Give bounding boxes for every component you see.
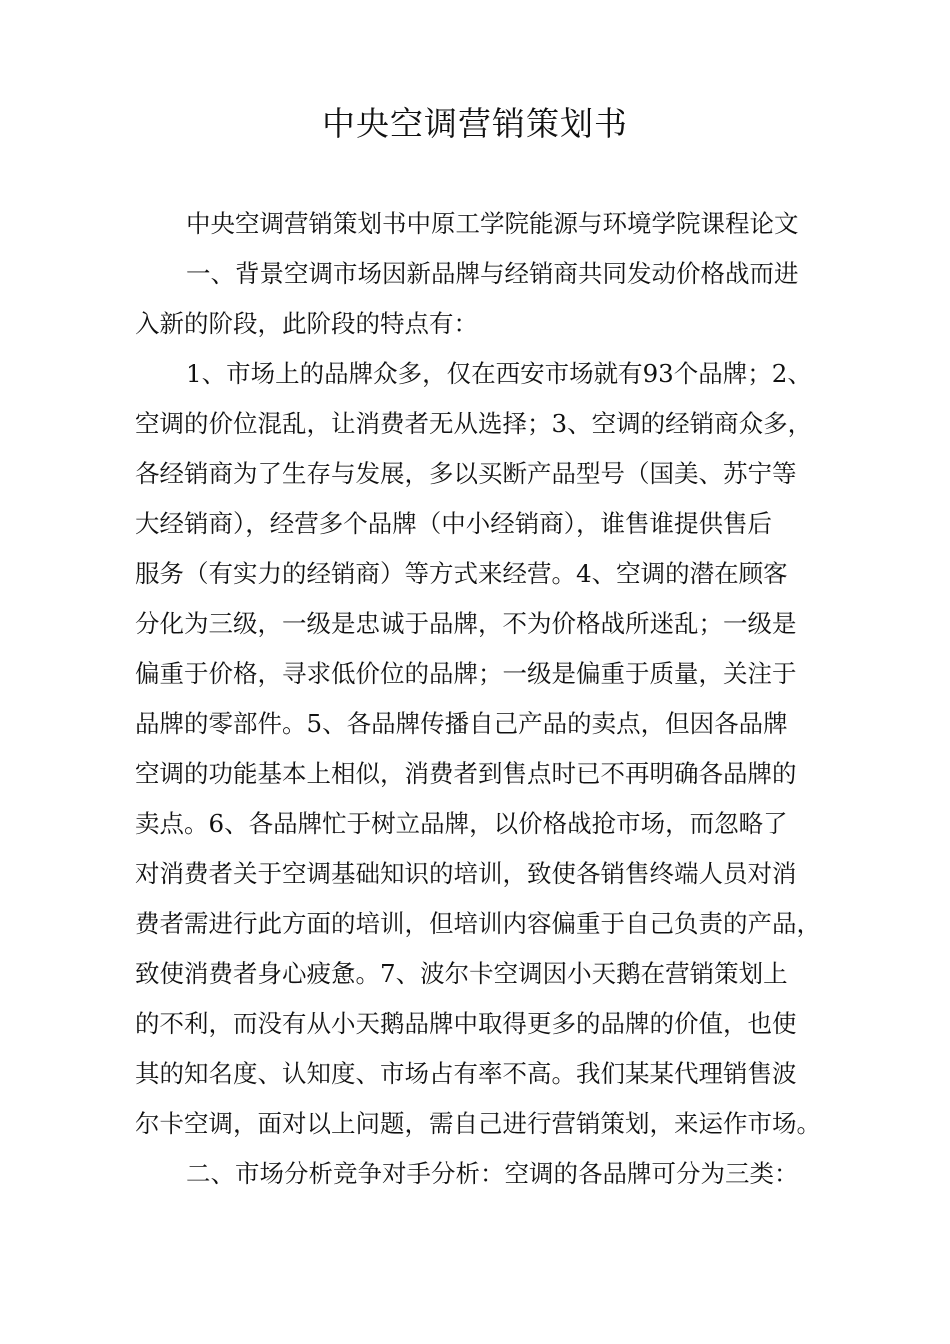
paragraph-line: 尔卡空调，面对以上问题，需自己进行营销策划，来运作市场。 (135, 1109, 821, 1138)
paragraph-line: 费者需进行此方面的培训，但培训内容偏重于自己负责的产品， (135, 909, 821, 938)
paragraph-line: 卖点。6、各品牌忙于树立品牌，以价格战抢市场，而忽略了 (135, 809, 788, 838)
paragraph-line: 中央空调营销策划书中原工学院能源与环境学院课程论文 (186, 209, 799, 238)
paragraph-line: 对消费者关于空调基础知识的培训，致使各销售终端人员对消 (135, 859, 797, 888)
paragraph-line: 服务（有实力的经销商）等方式来经营。4、空调的潜在顾客 (135, 559, 788, 588)
paragraph-line: 致使消费者身心疲惫。7、波尔卡空调因小天鹅在营销策划上 (135, 959, 788, 988)
paragraph-line: 的不利，而没有从小天鹅品牌中取得更多的品牌的价值，也使 (135, 1009, 797, 1038)
paragraph-line: 空调的功能基本上相似，消费者到售点时已不再明确各品牌的 (135, 759, 797, 788)
paragraph-line: 入新的阶段，此阶段的特点有： (135, 309, 478, 338)
paragraph-line: 其的知名度、认知度、市场占有率不高。我们某某代理销售波 (135, 1059, 797, 1088)
paragraph-line: 偏重于价格，寻求低价位的品牌；一级是偏重于质量，关注于 (135, 659, 797, 688)
paragraph-line: 二、市场分析竞争对手分析：空调的各品牌可分为三类： (186, 1159, 799, 1188)
paragraph-line: 一、背景空调市场因新品牌与经销商共同发动价格战而进 (186, 259, 799, 288)
paragraph-line: 分化为三级，一级是忠诚于品牌，不为价格战所迷乱；一级是 (135, 609, 797, 638)
paragraph-line: 1、市场上的品牌众多，仅在西安市场就有93个品牌；2、 (186, 359, 812, 388)
paragraph-line: 大经销商），经营多个品牌（中小经销商），谁售谁提供售后 (135, 509, 772, 538)
paragraph-line: 空调的价位混乱，让消费者无从选择；3、空调的经销商众多， (135, 409, 813, 438)
document-title: 中央空调营销策划书 (322, 104, 628, 143)
paragraph-line: 各经销商为了生存与发展，多以买断产品型号（国美、苏宁等 (135, 459, 797, 488)
paragraph-line: 品牌的零部件。5、各品牌传播自己产品的卖点，但因各品牌 (135, 709, 788, 738)
